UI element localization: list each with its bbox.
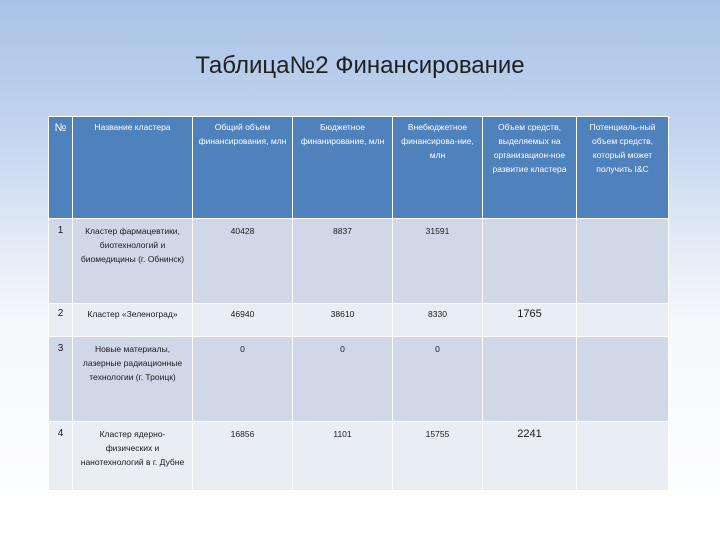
cluster-name: Новые материалы, лазерные радиационные технологии (г. Троицк) [73,337,193,422]
total-financing: 46940 [193,304,293,337]
header-total-financing: Общий объем финансирования, млн [193,117,293,219]
extrabudget-financing: 15755 [393,422,483,491]
extrabudget-financing: 8330 [393,304,483,337]
extrabudget-financing: 31591 [393,219,483,304]
budget-financing: 8837 [293,219,393,304]
table-header-row [49,117,669,219]
header-extrabudget-financing: Внебюджетное финансирова-ние, млн [393,117,483,219]
cluster-name: Кластер «Зеленоград» [73,304,193,337]
potential-funds [577,304,669,337]
potential-funds [577,219,669,304]
org-development-funds: 1765 [483,304,577,337]
header-budget-financing: Бюджетное финанирование, млн [293,117,393,219]
budget-financing: 0 [293,337,393,422]
potential-funds [577,422,669,491]
row-number: 4 [49,422,73,491]
header-cluster-name: Название кластера [73,117,193,219]
org-development-funds [483,337,577,422]
table-row [49,219,669,304]
header-org-development-funds: Объем средств, выделяемых на организацион-ное развитие кластера [483,117,577,219]
potential-funds [577,337,669,422]
table-row [49,304,669,337]
header-number: № [49,117,73,219]
table-row [49,337,669,422]
org-development-funds [483,219,577,304]
cluster-name: Кластер фармацевтики, биотехнологий и биомедицины (г. Обнинск) [73,219,193,304]
budget-financing: 38610 [293,304,393,337]
row-number: 1 [49,219,73,304]
total-financing: 0 [193,337,293,422]
slide-title: Таблица№2 Финансирование [195,52,525,79]
extrabudget-financing: 0 [393,337,483,422]
header-potential-funds: Потенциаль-ный объем средств, который может получить I&C [577,117,669,219]
org-development-funds: 2241 [483,422,577,491]
table-row [49,422,669,491]
total-financing: 40428 [193,219,293,304]
financing-table [48,116,669,491]
row-number: 2 [49,304,73,337]
budget-financing: 1101 [293,422,393,491]
row-number: 3 [49,337,73,422]
total-financing: 16856 [193,422,293,491]
cluster-name: Кластер ядерно-физических и нанотехнологий в г. Дубне [73,422,193,491]
